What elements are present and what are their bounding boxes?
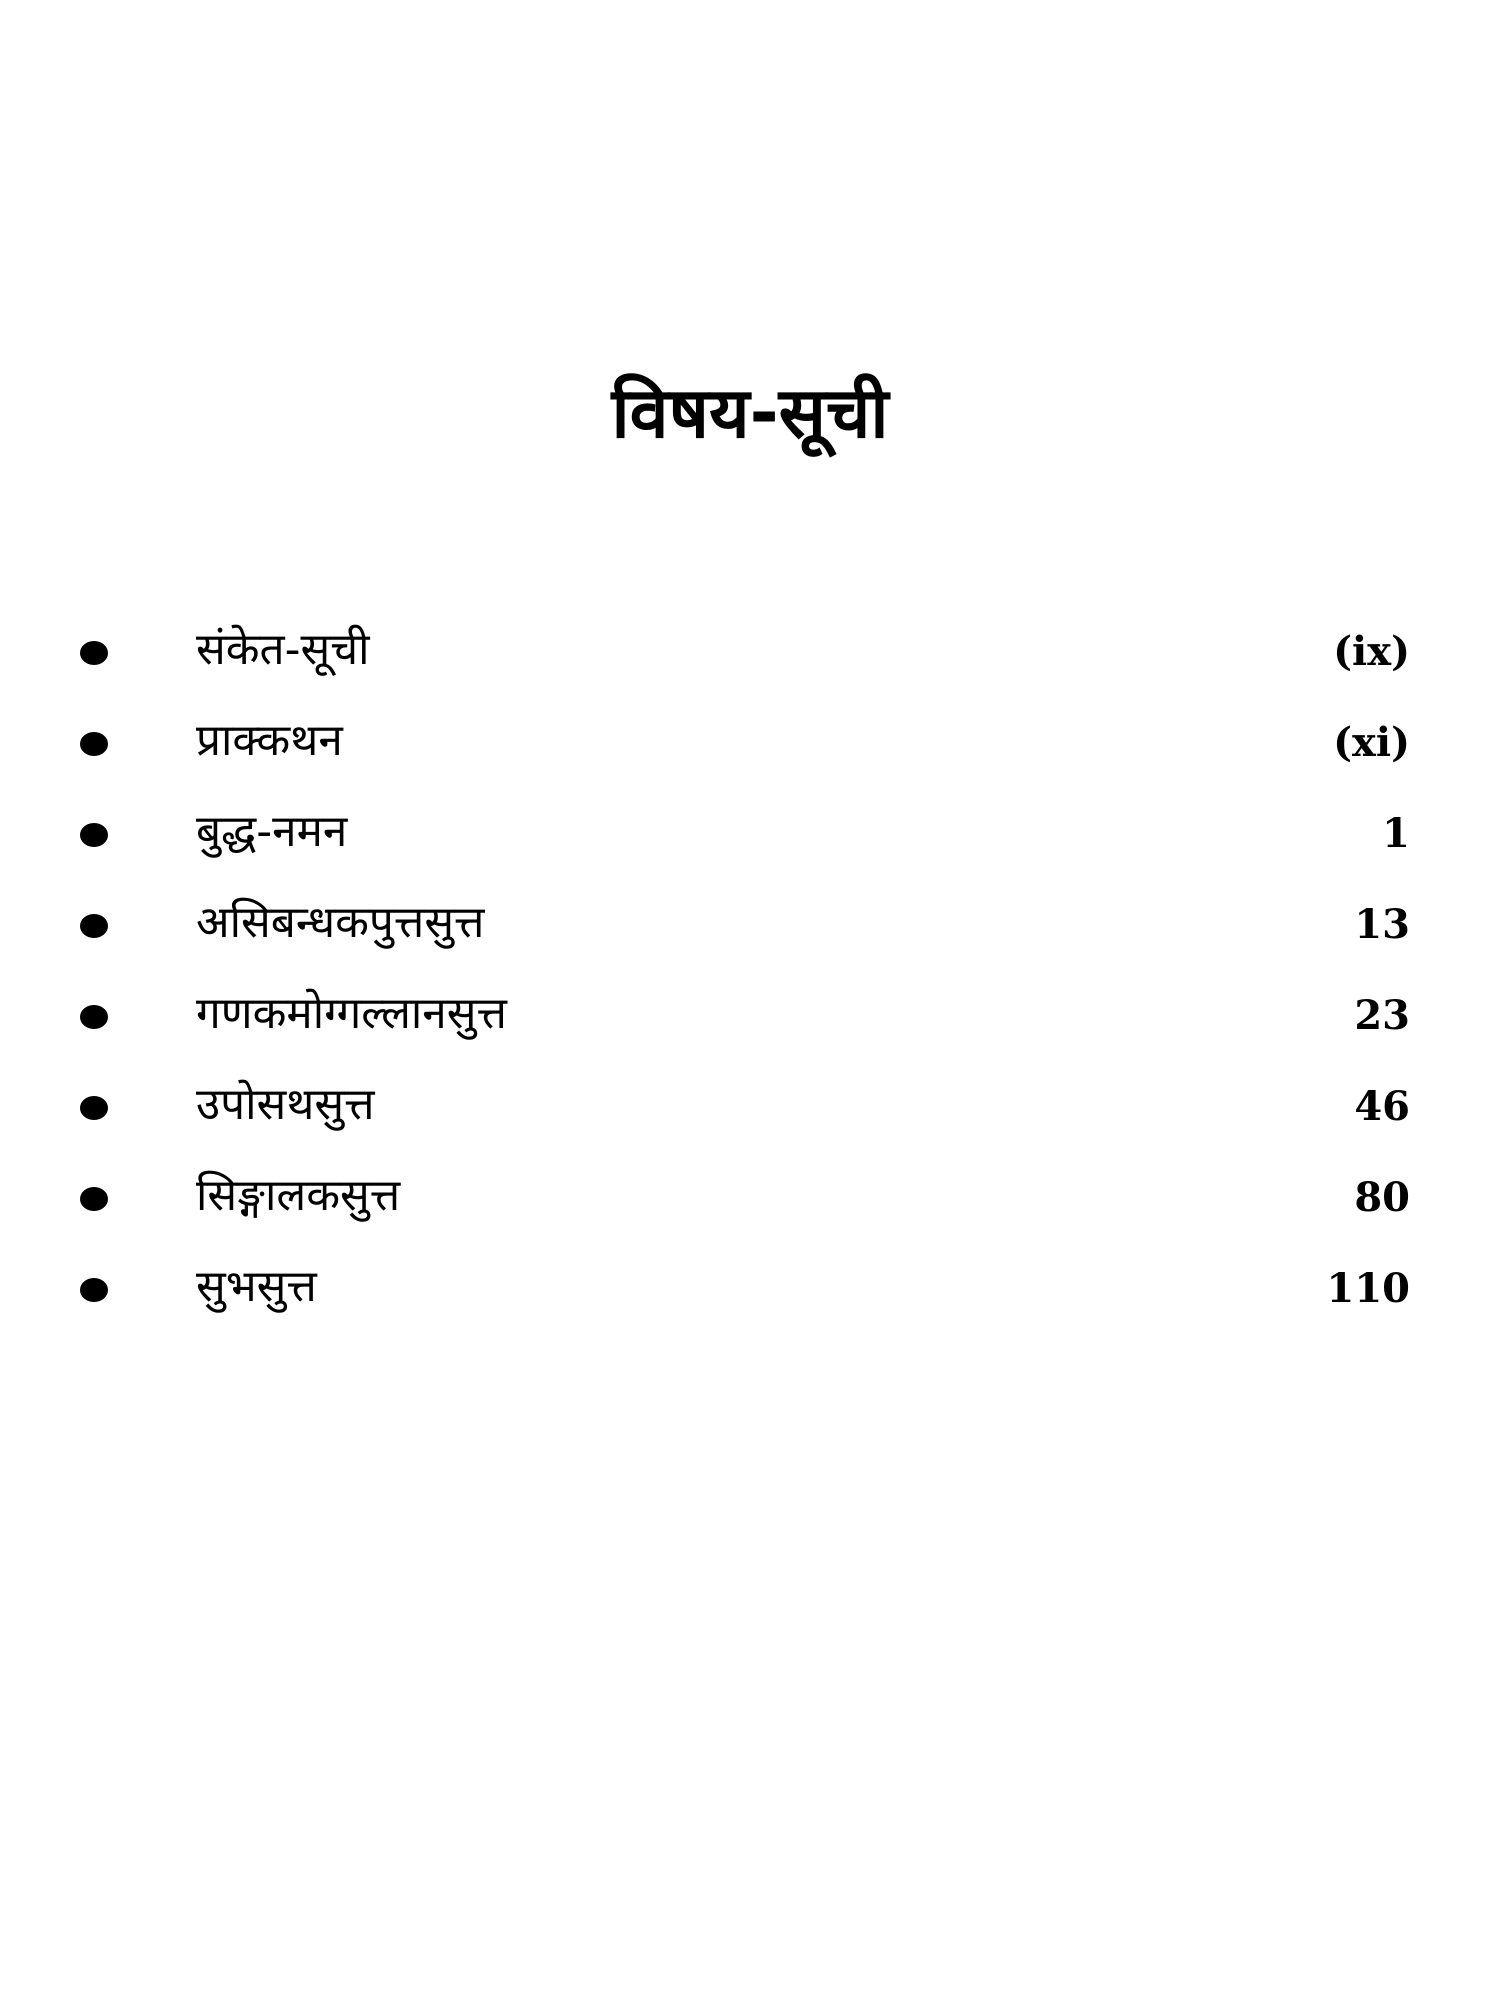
toc-entry-title: बुद्ध-नमन (196, 806, 348, 857)
toc-entry (0, 1154, 1500, 1245)
bullet-icon (80, 732, 108, 756)
toc-entry-page-number: (ix) (1333, 628, 1410, 675)
table-of-contents (0, 608, 1500, 1336)
toc-entry (0, 1245, 1500, 1336)
toc-entry (0, 790, 1500, 881)
toc-entry-page-number: 23 (1354, 992, 1410, 1039)
toc-entry-title: सिङ्गालकसुत्त (196, 1170, 401, 1221)
toc-entry-page-number: 46 (1354, 1083, 1410, 1130)
toc-entry-page-number: (xi) (1333, 719, 1410, 766)
bullet-icon (80, 1005, 108, 1029)
bullet-icon (80, 641, 108, 665)
toc-entry-page-number: 1 (1382, 810, 1410, 857)
toc-entry-page-number: 13 (1354, 901, 1410, 948)
toc-entry (0, 699, 1500, 790)
toc-entry-page-number: 80 (1354, 1174, 1410, 1221)
toc-entry-title: उपोसथसुत्त (196, 1079, 375, 1130)
toc-entry (0, 881, 1500, 972)
toc-entry-title: गणकमोग्गल्लानसुत्त (196, 988, 507, 1039)
bullet-icon (80, 1278, 108, 1302)
page-title: विषय-सूची (611, 372, 889, 454)
toc-entry (0, 608, 1500, 699)
toc-entry (0, 1063, 1500, 1154)
bullet-icon (80, 1096, 108, 1120)
bullet-icon (80, 914, 108, 938)
toc-entry-title: असिबन्धकपुत्तसुत्त (196, 897, 485, 948)
toc-entry-page-number: 110 (1326, 1265, 1410, 1312)
toc-entry (0, 972, 1500, 1063)
toc-entry-title: संकेत-सूची (196, 624, 370, 675)
toc-entry-title: सुभसुत्त (196, 1261, 317, 1312)
toc-entry-title: प्राक्कथन (196, 715, 343, 766)
bullet-icon (80, 1187, 108, 1211)
bullet-icon (80, 823, 108, 847)
